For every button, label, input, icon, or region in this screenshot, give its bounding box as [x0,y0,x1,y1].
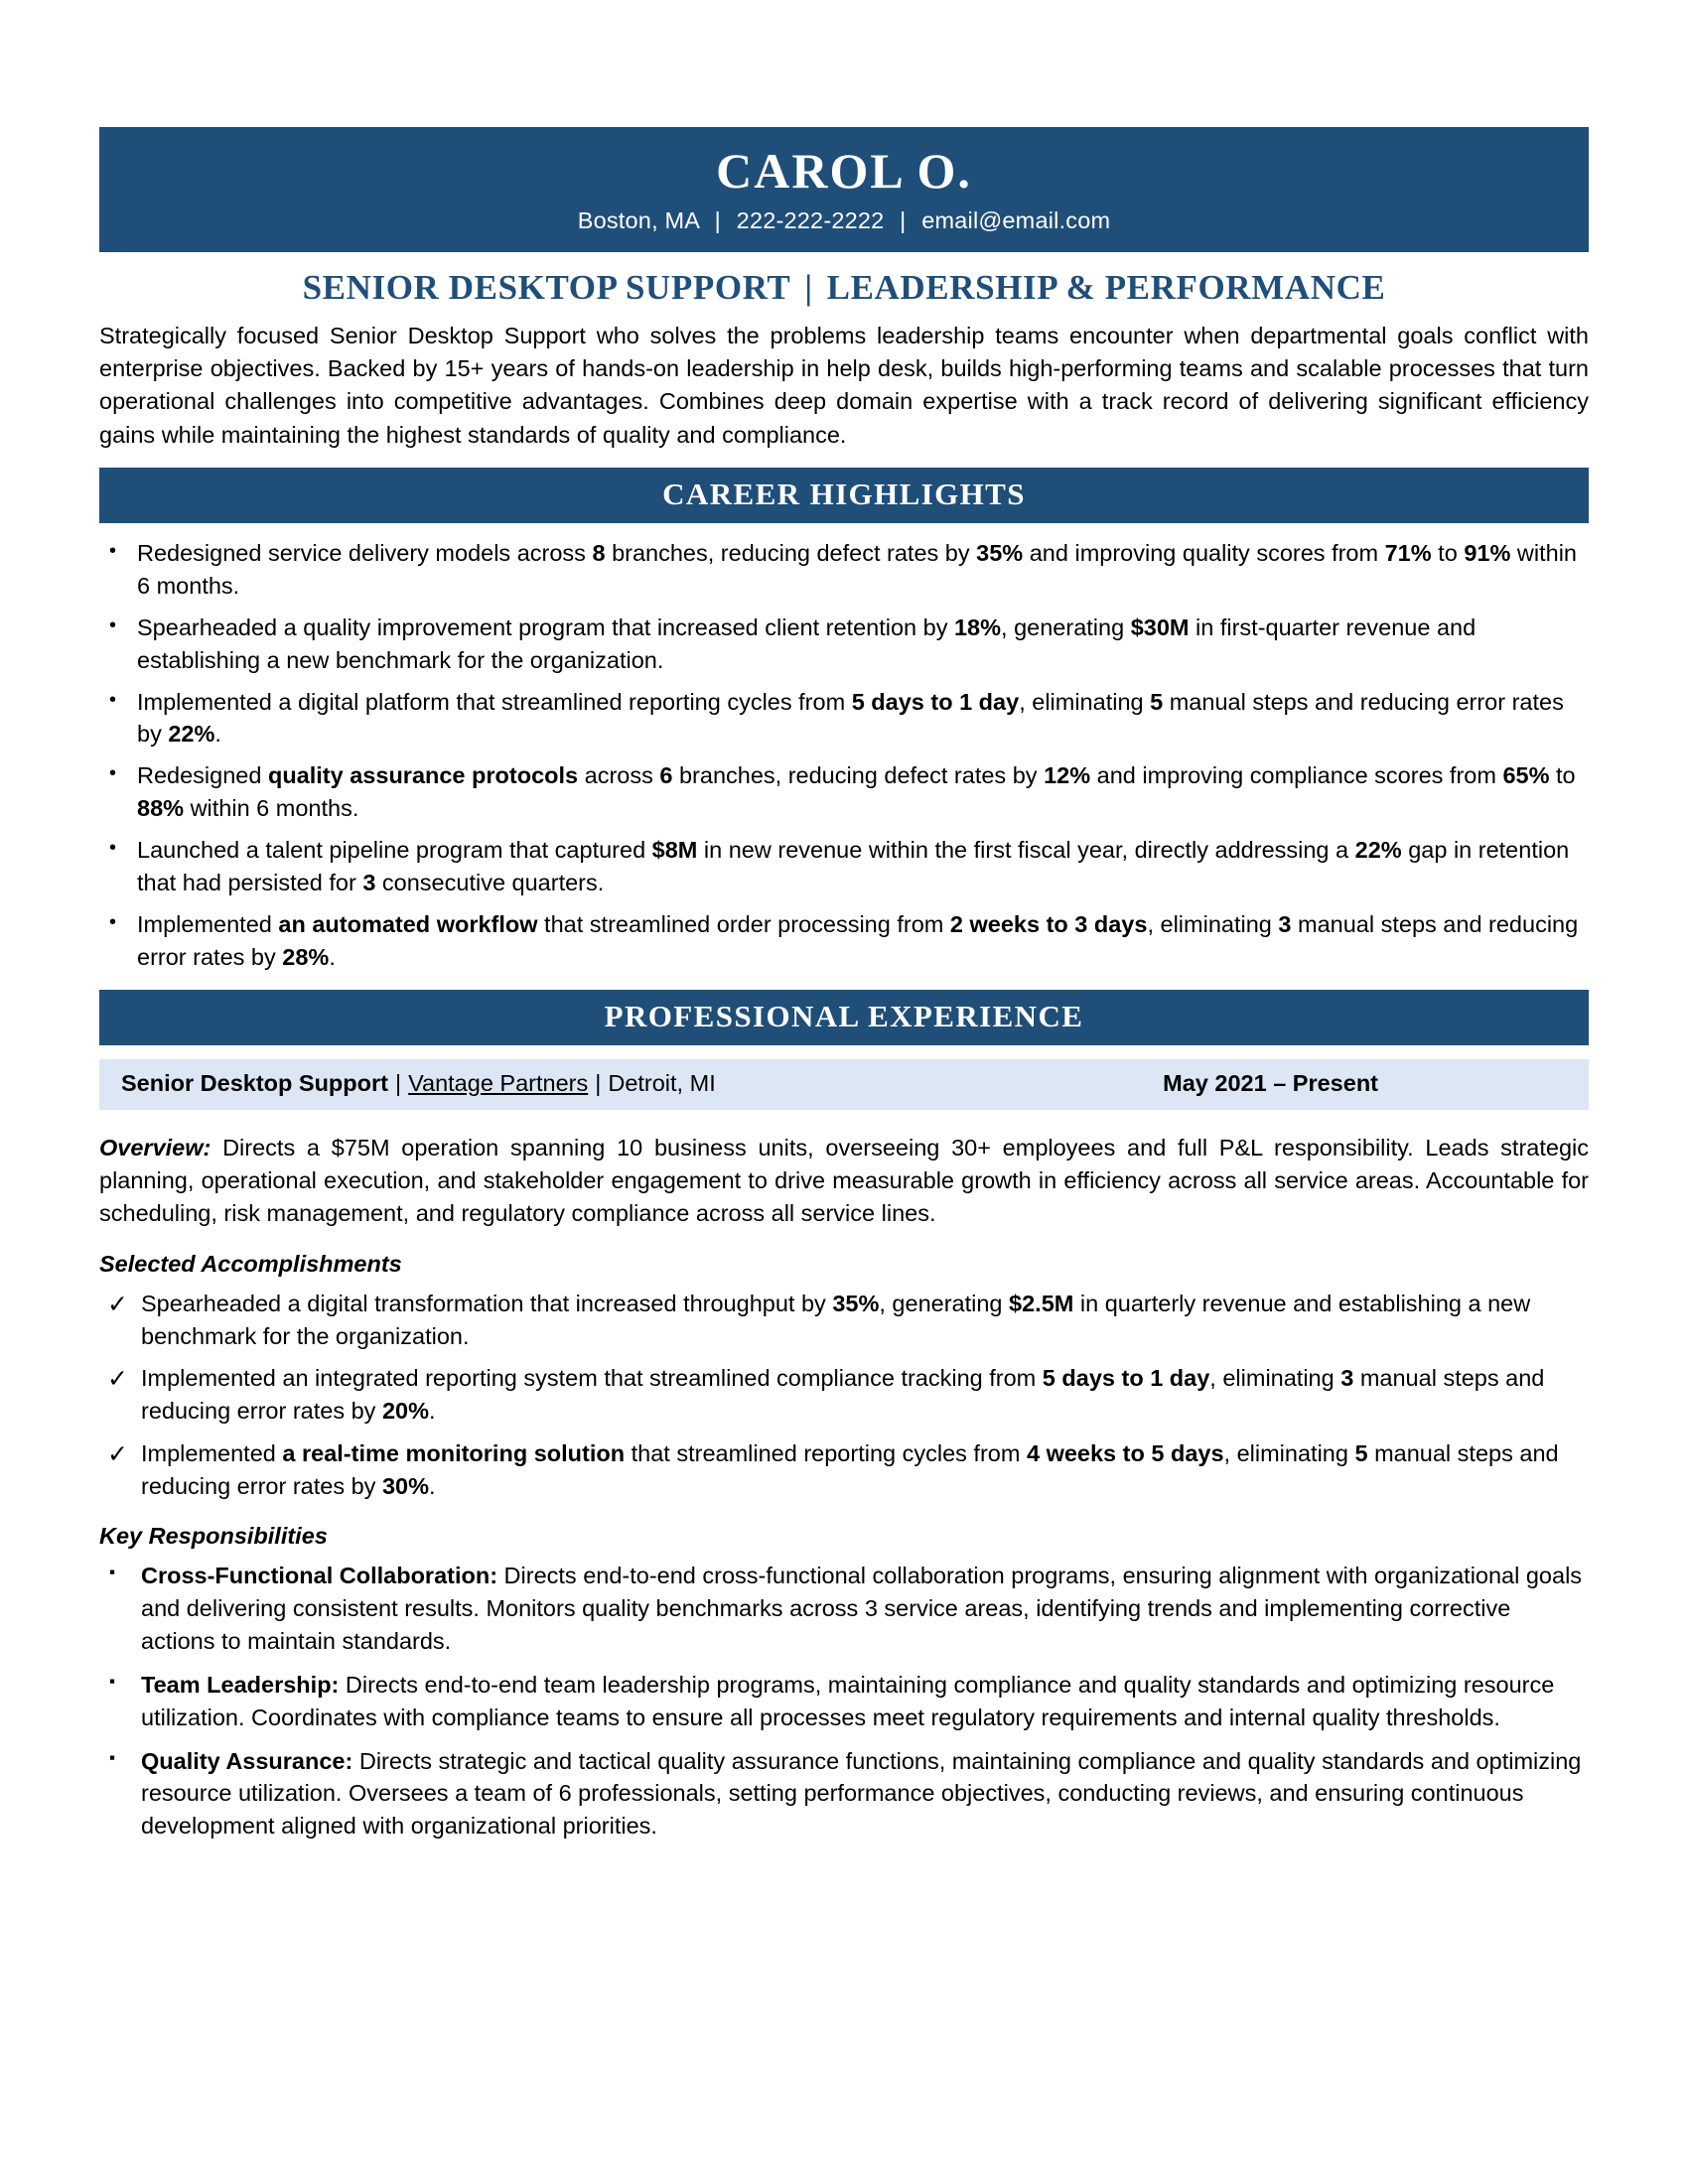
accomplishment-item: ✓ Spearheaded a digital transformation that increased throughput by 35%, generating $2.5M in quarterly revenue and establishing a new benchmark for the organization. [99,1288,1589,1353]
job-overview [99,1132,1589,1231]
bullet-marker-icon: ✓ [107,1290,128,1318]
career-highlight-item: • Implemented an automated workflow that streamlined order processing from 2 weeks to 3 days, eliminating 3 manual steps and reducing error rates by 28%. [99,908,1589,974]
contact-phone[interactable]: 222-222-2222 [736,206,885,233]
career-highlight-item: • Spearheaded a quality improvement program that increased client retention by 18%, generating $30M in first-quarter revenue and establishing a new benchmark for the organization. [99,612,1589,677]
accomplishment-item: ✓ Implemented an integrated reporting system that streamlined compliance tracking from 5 days to 1 day, eliminating 3 manual steps and reducing error rates by 20%. [99,1362,1589,1428]
job-company[interactable]: Vantage Partners [408,1069,589,1096]
contact-email[interactable]: email@email.com [921,206,1111,233]
job-title: Senior Desktop Support [121,1069,388,1096]
job-separator-2: | [595,1069,602,1096]
headline-left: SENIOR DESKTOP SUPPORT [302,267,791,307]
job-identity [121,1070,716,1097]
contact-separator-1: | [714,206,721,233]
job-location: Detroit, MI [608,1069,716,1096]
bullet-marker-icon: • [109,614,117,636]
professional-summary: Strategically focused Senior Desktop Support who solves the problems leadership teams encounter when departmental goals conflict with enterprise objectives. Backed by 15+ years of hands-on leadership in help desk, builds high-performing teams and scalable processes that turn operational challenges into competitive advantages. Combines deep domain expertise with a track record of delivering significant efficiency gains while maintaining the highest standards of quality and compliance. [99,322,1589,448]
bullet-marker-icon: • [109,762,117,785]
candidate-name: CAROL O. [716,143,972,199]
contact-location: Boston, MA [577,206,699,233]
career-highlight-item: • Launched a talent pipeline program that captured $8M in new revenue within the first fiscal year, directly addressing a 22% gap in retention that had persisted for 3 consecutive quarters. [99,834,1589,899]
selected-accomplishments-list [99,1288,1589,1503]
bullet-marker-icon: ▪ [109,1747,116,1767]
bullet-marker-icon: ▪ [109,1563,116,1582]
job-separator-1: | [394,1069,402,1096]
bullet-marker-icon: • [109,539,117,562]
section-header-career-highlights: CAREER HIGHLIGHTS [99,468,1589,523]
resume-content [99,127,1589,1853]
responsibility-item: ▪ Cross-Functional Collaboration: Directs end-to-end cross-functional collaboration programs, ensuring alignment with organizational goals and delivering consistent results. Monitors quality benchmarks across 3 service areas, identifying trends and implementing corrective actions to maintain standards. [109,1563,1583,1654]
headline-divider: | [804,267,813,307]
subheading-selected-accomplishments: Selected Accomplishments [99,1250,402,1277]
career-highlight-item: • Redesigned service delivery models across 8 branches, reducing defect rates by 35% and improving quality scores from 71% to 91% within 6 months. [99,537,1589,603]
job-overview-text: Directs a $75M operation spanning 10 business units, overseeing 30+ employees and full P&L responsibility. Leads strategic planning, operational execution, and stakeholder engagement to drive measurable growth in efficiency across all service areas. Accountable for scheduling, risk management, and regulatory compliance across all service lines. [99,1134,1589,1227]
bullet-marker-icon: ✓ [107,1365,128,1394]
headline-right: LEADERSHIP & PERFORMANCE [826,267,1386,307]
section-header-professional-experience: PROFESSIONAL EXPERIENCE [99,990,1589,1045]
accomplishment-item: ✓ Implemented a real-time monitoring solution that streamlined reporting cycles from 4 weeks to 5 days, eliminating 5 manual steps and reducing error rates by 30%. [99,1437,1589,1503]
responsibility-item: ▪ Quality Assurance: Directs strategic and tactical quality assurance functions, maintaining compliance and quality standards and optimizing resource utilization. Oversees a team of 6 professionals, setting performance objectives, conducting reviews, and ensuring continuous development aligned with organizational priorities. [109,1747,1582,1840]
key-responsibilities-list [99,1560,1589,1843]
career-highlights-list [99,537,1589,974]
bullet-marker-icon: • [109,688,117,711]
professional-headline [99,268,1589,308]
bullet-marker-icon: ✓ [107,1440,128,1469]
career-highlight-item: • Implemented a digital platform that streamlined reporting cycles from 5 days to 1 day, eliminating 5 manual steps and reducing error rates by 22%. [99,686,1589,751]
contact-separator-2: | [900,206,907,233]
resume-header-band [99,127,1589,252]
career-highlight-item: • Redesigned quality assurance protocols across 6 branches, reducing defect rates by 12% and improving compliance scores from 65% to 88% within 6 months. [99,759,1589,825]
job-entry-header [99,1059,1589,1110]
job-overview-label: Overview: [99,1134,211,1160]
job-dates: May 2021 – Present [1163,1069,1378,1096]
bullet-marker-icon: • [109,837,117,860]
bullet-marker-icon: ▪ [109,1671,116,1691]
contact-line [99,207,1589,234]
subheading-key-responsibilities: Key Responsibilities [99,1523,328,1550]
responsibility-item: ▪ Team Leadership: Directs end-to-end team leadership programs, maintaining compliance and quality standards and optimizing resource utilization. Coordinates with compliance teams to ensure all processes meet regulatory requirements and internal quality thresholds. [109,1671,1555,1730]
bullet-marker-icon: • [109,910,117,933]
